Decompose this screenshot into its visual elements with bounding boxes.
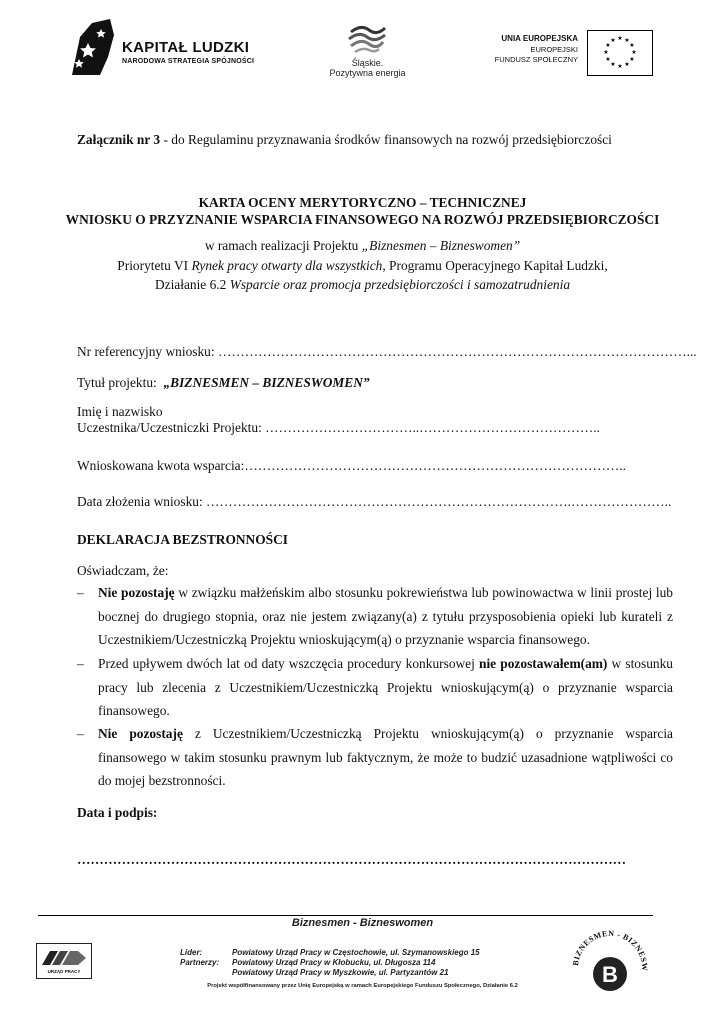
declaration-item-2 [98, 652, 673, 723]
project-title-field [77, 375, 370, 391]
footer-leader-label: Lider: [180, 948, 203, 957]
footer-partner-2: Powiatowy Urząd Pracy w Myszkowie, ul. Partyzantów 21 [232, 968, 449, 977]
declaration-heading: DEKLARACJA BEZSTRONNOŚCI [77, 532, 288, 547]
svg-text:★: ★ [603, 49, 609, 56]
declaration-intro: Oświadczam, że: [77, 563, 169, 578]
footer-divider [38, 915, 653, 916]
participant-name-blank: ……………………………..………………………………….. [265, 420, 600, 435]
urzad-pracy-logo [36, 943, 92, 979]
declaration-item-2-text: w stosunku pracy lub zlecenia z Uczestnikiem/Uczestniczką Projektu wnioskującym(ą) o przyznanie wsparcia finansowego. [98, 656, 673, 718]
svg-text:★: ★ [629, 56, 635, 63]
svg-text:★: ★ [617, 35, 623, 42]
project-title-value: „BIZNESMEN – BIZNESWOMEN” [163, 375, 370, 390]
project-title-label: Tytuł projektu: [77, 375, 164, 390]
annex-number: Załącznik nr 3 [77, 132, 161, 147]
kapital-ludzki-title: KAPITAŁ LUDZKI [122, 39, 250, 56]
footer-partners-label: Partnerzy: [180, 958, 220, 967]
subtitle-line3-prefix: Działanie 6.2 [154, 277, 230, 292]
footer-partner-1: Powiatowy Urząd Pracy w Kłobucku, ul. Długosza 114 [232, 958, 436, 967]
bullet-dash: – [77, 585, 84, 600]
slaskie-logo [325, 22, 410, 82]
document-title-line1: KARTA OCENY MERYTORYCZNO – TECHNICZNEJ [198, 195, 527, 210]
slaskie-name: Śląskie. [351, 58, 384, 68]
declaration-item-3-text: z Uczestnikiem/Uczestniczką Projektu wnioskującym(ą) o przyznanie wsparcia finansowego w takim stosunku prawnym lub faktycznym, że może to budzić uzasadnione wątpliwości co do mojej bezstronności. [98, 726, 674, 788]
bullet-dash: – [77, 726, 84, 741]
submission-date-blank: ……………………………………………………………………….………………….. [206, 494, 672, 509]
submission-date-field [77, 494, 671, 510]
subtitle-line2 [0, 258, 725, 274]
declaration-item-3 [98, 722, 673, 793]
declaration-item-3-bold: Nie pozostaję [98, 726, 183, 741]
subtitle-line3 [0, 277, 725, 293]
declaration-item-2-bold: nie pozostawałem(am) [479, 656, 608, 671]
action-name: Wsparcie oraz promocja przedsiębiorczości i samozatrudnienia [229, 277, 571, 292]
kapital-ludzki-emblem-icon [70, 17, 116, 77]
kapital-ludzki-logo [70, 17, 270, 77]
eu-line1: UNIA EUROPEJSKA [501, 34, 578, 43]
footer-leader-value: Powiatowy Urząd Pracy w Częstochowie, ul. Szymanowskiego 15 [232, 948, 480, 957]
reference-number-label: Nr referencyjny wniosku: [77, 344, 218, 359]
eu-flag-icon [587, 30, 653, 76]
eu-line3: FUNDUSZ SPOŁECZNY [494, 55, 578, 64]
svg-text:★: ★ [605, 56, 611, 63]
subtitle-line1 [0, 238, 725, 254]
requested-amount-field [77, 458, 626, 474]
submission-date-label: Data złożenia wniosku: [77, 494, 207, 509]
bullet-dash: – [77, 656, 84, 671]
signature-blank: …………………………………………………………………………………………………………… [77, 852, 627, 867]
svg-text:★: ★ [624, 61, 630, 68]
annex-description: - do Regulaminu przyznawania środków finansowych na rozwój przedsiębiorczości [160, 132, 612, 147]
urzad-pracy-label: URZĄD PRACY [47, 969, 81, 974]
svg-text:★: ★ [624, 37, 630, 44]
svg-text:★: ★ [605, 42, 611, 49]
biznesmen-arc-text: BIZNESMEN - BIZNESW [571, 928, 650, 972]
eu-line2: EUROPEJSKI [530, 45, 578, 54]
participant-name-field [77, 420, 600, 436]
svg-text:★: ★ [610, 61, 616, 68]
requested-amount-blank: ………………………………………………………………………….. [244, 458, 626, 473]
svg-text:★: ★ [610, 37, 616, 44]
reference-number-blank: ……………………………………………………………………………………………... [217, 344, 697, 359]
eu-logo [490, 30, 660, 78]
svg-text:★: ★ [617, 63, 623, 70]
declaration-item-1 [98, 581, 673, 652]
footer-project-name: Biznesmen - Bizneswomen [291, 917, 434, 929]
kapital-ludzki-subtitle: NARODOWA STRATEGIA SPÓJNOŚCI [122, 58, 255, 65]
subtitle-line1-prefix: w ramach realizacji Projektu [204, 238, 362, 253]
signature-label: Data i podpis: [77, 805, 158, 820]
reference-number-field [77, 344, 697, 360]
footer-cofinance-note: Projekt współfinansowany przez Unię Europejską w ramach Europejskiego Funduszu Społecznego, Działanie 6.2 [207, 983, 518, 989]
priority-name: Rynek pracy otwarty dla wszystkich [191, 258, 383, 273]
biznesmen-badge-icon [570, 922, 650, 1002]
biznesmen-letter: B [602, 962, 618, 987]
declaration-item-2-text-pre: Przed upływem dwóch lat od daty wszczęcia procedury konkursowej [98, 656, 480, 671]
declaration-item-1-bold: Nie pozostaję [98, 585, 175, 600]
document-title-line2: WNIOSKU O PRZYZNANIE WSPARCIA FINANSOWEGO NA ROZWÓJ PRZEDSIĘBIORCZOŚCI [65, 212, 660, 227]
slaskie-wave-icon [347, 22, 387, 56]
participant-name-label2: Uczestnika/Uczestniczki Projektu: [77, 420, 266, 435]
subtitle-line2-prefix: Priorytetu VI [117, 258, 192, 273]
slaskie-tagline: Pozytywna energia [329, 68, 406, 78]
project-name: „Biznesmen – Bizneswomen” [361, 238, 521, 253]
participant-name-label1: Imię i nazwisko [77, 404, 163, 419]
annex-line [77, 131, 612, 148]
svg-text:★: ★ [631, 49, 637, 56]
subtitle-line2-suffix: , Programu Operacyjnego Kapitał Ludzki, [382, 258, 608, 273]
svg-text:★: ★ [629, 42, 635, 49]
biznesmen-bizneswomen-logo [570, 922, 650, 1002]
requested-amount-label: Wnioskowana kwota wsparcia: [77, 458, 245, 473]
declaration-item-1-text: w związku małżeńskim albo stosunku pokrewieństwa lub powinowactwa w linii prostej lub bocznej do drugiego stopnia, oraz nie jestem związany(a) z tytułu przysposobienia opieki lub kurateli z Uczestnikiem/Uczestniczką Projektu wnioskującym(ą) o przyznanie wsparcia finansowego. [98, 585, 673, 647]
